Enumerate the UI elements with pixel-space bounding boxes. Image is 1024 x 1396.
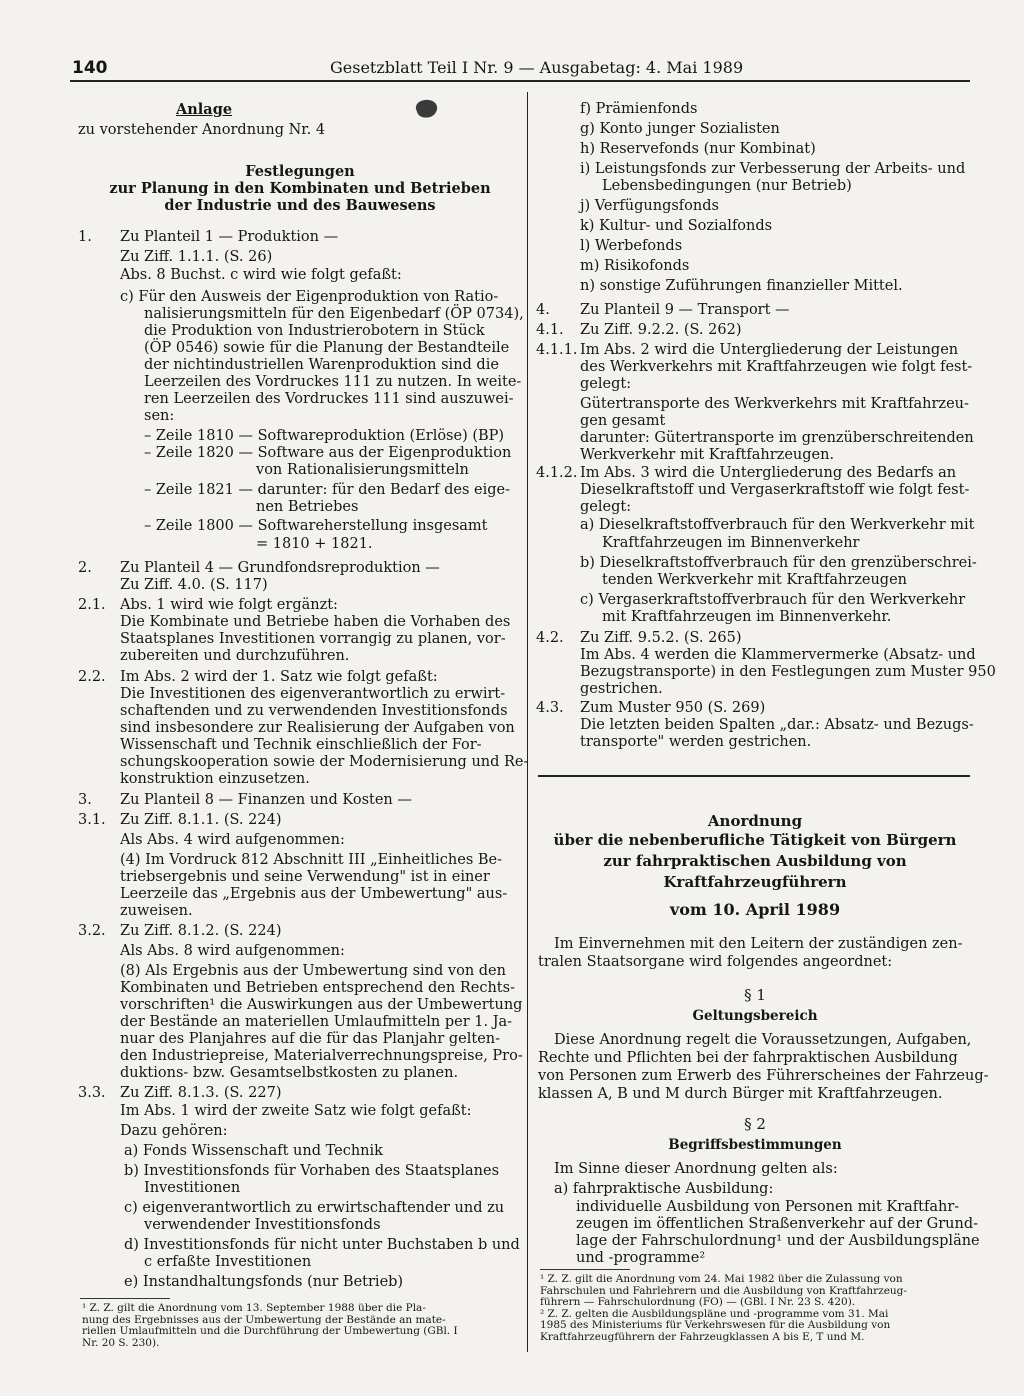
anordnung-title-1: Anordnung	[707, 812, 803, 830]
right-footnote-line: Kraftfahrzeugführern der Fahrzeugklassen A bis E, T und M.	[540, 1331, 865, 1343]
right-text-line: f) Prämienfonds	[580, 101, 698, 117]
right-text-line: j) Verfügungsfonds	[580, 198, 719, 214]
left-text-line: Zu Ziff. 1.1.1. (S. 26)	[120, 249, 273, 265]
right-item-number: 4.2.	[536, 630, 564, 646]
left-text-line: Zu Planteil 4 — Grundfondsreproduktion —	[120, 560, 440, 576]
left-text-line: d) Investitionsfonds für nicht unter Buchstaben b und	[124, 1237, 520, 1253]
section-2-number: § 2	[744, 1115, 766, 1133]
left-text-line: der Bestände an materiellen Umlaufmitteln per 1. Ja-	[120, 1014, 513, 1030]
left-item-number: 2.	[78, 560, 92, 576]
left-text-line: sind insbesondere zur Realisierung der Aufgaben von	[120, 720, 515, 736]
right-text-line: Zu Planteil 9 — Transport —	[580, 302, 790, 318]
right-footnote-line: 1985 des Ministeriums für Verkehrswesen für die Ausbildung von	[540, 1319, 891, 1332]
right-text-line: Kraftfahrzeugen im Binnenverkehr	[602, 535, 860, 551]
left-text-line: nalisierungsmitteln für den Eigenbedarf (ÖP 0734),	[144, 306, 524, 322]
right-footnote-line: ¹ Z. Z. gilt die Anordnung vom 24. Mai 1982 über die Zulassung von	[540, 1273, 903, 1285]
left-text-line: = 1810 + 1821.	[256, 536, 373, 552]
right-text-line: Die letzten beiden Spalten „dar.: Absatz- und Bezugs-	[580, 717, 974, 733]
page-number: 140	[72, 58, 108, 78]
left-text-line: schungskooperation sowie der Modernisierung und Re-	[120, 754, 529, 770]
right-text-line: Bezugstransporte) in den Festlegungen zum Muster 950	[580, 664, 996, 680]
right-text-line: gelegt:	[580, 499, 632, 515]
right-text-line: Werkverkehr mit Kraftfahrzeugen.	[580, 447, 835, 463]
right-item-number: 4.1.2.	[536, 465, 578, 481]
left-text-line: zubereiten und durchzuführen.	[120, 648, 350, 664]
right-text-line: h) Reservefonds (nur Kombinat)	[580, 141, 816, 157]
anordnung-title-4: Kraftfahrzeugführern	[663, 873, 847, 891]
left-text-line: a) Fonds Wissenschaft und Technik	[124, 1143, 383, 1159]
intro-line-1: Im Einvernehmen mit den Leitern der zuständigen zen-	[554, 936, 963, 952]
section-1-line: Diese Anordnung regelt die Voraussetzungen, Aufgaben,	[554, 1032, 972, 1048]
heading-line-2: zur Planung in den Kombinaten und Betrieben	[109, 180, 491, 197]
right-item-number: 4.	[536, 302, 550, 318]
right-text-line: l) Werbefonds	[580, 238, 683, 254]
left-text-line: (4) Im Vordruck 812 Abschnitt III „Einheitliches Be-	[120, 852, 503, 868]
left-text-line: (ÖP 0546) sowie für die Planung der Bestandteile	[144, 340, 510, 356]
right-footnote-line: Fahrschulen und Fahrlehrern und die Ausbildung von Kraftfahrzeug-	[540, 1284, 907, 1297]
left-item-number: 2.1.	[78, 597, 106, 613]
right-item-number: 4.1.	[536, 322, 564, 338]
section-1-line: klassen A, B und M durch Bürger mit Kraftfahrzeugen.	[538, 1086, 943, 1102]
anordnung-title-2: über die nebenberufliche Tätigkeit von Bürgern	[553, 831, 957, 849]
left-footnote-rule	[80, 1298, 170, 1299]
section-2-line: lage der Fahrschulordnung¹ und der Ausbildungspläne	[576, 1233, 980, 1249]
left-text-line: ren Leerzeilen des Vordruckes 111 sind auszuwei-	[144, 391, 514, 407]
right-text-line: Im Abs. 3 wird die Untergliederung des Bedarfs an	[580, 465, 957, 481]
section-1-number: § 1	[744, 986, 766, 1004]
left-text-line: Wissenschaft und Technik einschließlich der For-	[120, 737, 482, 753]
left-text-line: die Produktion von Industrierobotern in Stück	[144, 323, 485, 339]
left-text-line: der nichtindustriellen Warenproduktion sind die	[144, 357, 499, 373]
right-text-line: tenden Werkverkehr mit Kraftfahrzeugen	[602, 572, 907, 588]
section-2-line: individuelle Ausbildung von Personen mit Kraftfahr-	[576, 1199, 960, 1215]
left-text-line: Die Kombinate und Betriebe haben die Vorhaben des	[120, 614, 511, 630]
left-text-line: Dazu gehören:	[120, 1123, 228, 1139]
left-text-line: zuweisen.	[120, 903, 193, 919]
left-text-line: triebsergebnis und seine Verwendung" ist in einer	[120, 869, 490, 885]
left-item-number: 3.2.	[78, 923, 106, 939]
left-text-line: (8) Als Ergebnis aus der Umbewertung sind von den	[120, 963, 506, 979]
right-text-line: k) Kultur- und Sozialfonds	[580, 218, 773, 234]
left-text-line: Als Abs. 4 wird aufgenommen:	[120, 832, 345, 848]
section-2-title: Begriffsbestimmungen	[668, 1137, 842, 1153]
left-text-line: Leerzeilen des Vordruckes 111 zu nutzen. In weite-	[144, 374, 522, 390]
right-text-line: mit Kraftfahrzeugen im Binnenverkehr.	[602, 609, 892, 625]
section-1-title: Geltungsbereich	[692, 1008, 818, 1024]
section-rule	[538, 775, 970, 777]
right-item-number: 4.3.	[536, 700, 564, 716]
right-text-line: Im Abs. 2 wird die Untergliederung der Leistungen	[580, 342, 959, 358]
left-text-line: Zu Ziff. 4.0. (S. 117)	[120, 577, 268, 593]
right-text-line: Im Abs. 4 werden die Klammervermerke (Absatz- und	[580, 647, 976, 663]
left-text-line: von Rationalisierungsmitteln	[256, 462, 469, 478]
left-text-line: Die Investitionen des eigenverantwortlich zu erwirt-	[120, 686, 506, 702]
section-2-line: und -programme²	[576, 1250, 706, 1266]
section-1-line: Rechte und Pflichten bei der fahrpraktischen Ausbildung	[538, 1050, 958, 1066]
left-item-number: 3.	[78, 792, 92, 808]
left-text-line: – Zeile 1810 — Softwareproduktion (Erlöse) (BP)	[144, 428, 505, 444]
left-text-line: vorschriften¹ die Auswirkungen aus der Umbewertung	[120, 997, 523, 1013]
intro-line-2: tralen Staatsorgane wird folgendes angeordnet:	[538, 954, 893, 970]
heading-line-1: Festlegungen	[245, 163, 355, 180]
page-header-title: Gesetzblatt Teil I Nr. 9 — Ausgabetag: 4. Mai 1989	[330, 58, 744, 77]
left-text-line: nuar des Planjahres auf die für das Planjahr gelten-	[120, 1031, 501, 1047]
left-text-line: Zu Planteil 8 — Finanzen und Kosten —	[120, 792, 412, 808]
right-text-line: darunter: Gütertransporte im grenzüberschreitenden	[580, 430, 974, 446]
right-text-line: transporte" werden gestrichen.	[580, 734, 812, 750]
left-text-line: c) eigenverantwortlich zu erwirtschaftender und zu	[124, 1200, 505, 1216]
left-text-line: nen Betriebes	[256, 499, 359, 515]
section-2-line: Im Sinne dieser Anordnung gelten als:	[554, 1161, 838, 1177]
right-text-line: gen gesamt	[580, 413, 666, 429]
heading-line-3: der Industrie und des Bauwesens	[164, 197, 436, 214]
right-text-line: i) Leistungsfonds zur Verbesserung der Arbeits- und	[580, 161, 966, 177]
right-text-line: c) Vergaserkraftstoffverbrauch für den Werkverkehr	[580, 592, 966, 608]
section-1-line: von Personen zum Erwerb des Führerscheines der Fahrzeug-	[538, 1068, 989, 1084]
left-footnote-line: nung des Ergebnisses aus der Umbewertung der Bestände an mate-	[82, 1313, 446, 1326]
left-text-line: e) Instandhaltungsfonds (nur Betrieb)	[124, 1274, 404, 1290]
left-footnote-line: riellen Umlaufmitteln und die Durchführung der Umbewertung (GBl. I	[82, 1325, 458, 1337]
left-text-line: c) Für den Ausweis der Eigenproduktion von Ratio-	[120, 289, 499, 305]
right-footnote-rule	[540, 1269, 630, 1270]
left-text-line: – Zeile 1800 — Softwareherstellung insgesamt	[144, 518, 488, 534]
left-text-line: Zu Ziff. 8.1.3. (S. 227)	[120, 1085, 282, 1101]
right-text-line: Dieselkraftstoff und Vergaserkraftstoff wie folgt fest-	[580, 482, 970, 498]
ink-blot-mark	[412, 98, 440, 120]
right-text-line: m) Risikofonds	[580, 258, 690, 274]
left-text-line: schaftenden und zu verwendenden Investitionsfonds	[120, 703, 508, 719]
right-text-line: gestrichen.	[580, 681, 663, 697]
left-text-line: Zu Ziff. 8.1.1. (S. 224)	[120, 812, 282, 828]
column-divider	[527, 92, 528, 1352]
anordnung-date: vom 10. April 1989	[669, 900, 841, 919]
left-text-line: b) Investitionsfonds für Vorhaben des Staatsplanes	[124, 1163, 500, 1179]
left-item-number: 2.2.	[78, 669, 106, 685]
left-text-line: konstruktion einzusetzen.	[120, 771, 310, 787]
right-text-line: gelegt:	[580, 376, 632, 392]
anlage-subtitle: zu vorstehender Anordnung Nr. 4	[78, 122, 326, 138]
left-text-line: – Zeile 1820 — Software aus der Eigenproduktion	[144, 445, 512, 461]
left-footnote-line: Nr. 20 S. 230).	[82, 1336, 160, 1349]
left-text-line: Zu Ziff. 8.1.2. (S. 224)	[120, 923, 282, 939]
left-text-line: verwendender Investitionsfonds	[144, 1217, 381, 1233]
left-text-line: c erfaßte Investitionen	[144, 1254, 312, 1270]
left-footnote-line: ¹ Z. Z. gilt die Anordnung vom 13. September 1988 über die Pla-	[82, 1302, 426, 1314]
left-text-line: Zu Planteil 1 — Produktion —	[120, 229, 339, 245]
right-text-line: Zu Ziff. 9.5.2. (S. 265)	[580, 630, 742, 646]
left-text-line: sen:	[144, 408, 175, 424]
right-item-number: 4.1.1.	[536, 342, 578, 358]
left-item-number: 3.3.	[78, 1085, 106, 1101]
section-2-line: zeugen im öffentlichen Straßenverkehr auf der Grund-	[576, 1216, 979, 1232]
header-rule	[70, 80, 970, 82]
right-text-line: Zum Muster 950 (S. 269)	[580, 700, 766, 716]
right-text-line: b) Dieselkraftstoffverbrauch für den grenzüberschrei-	[580, 555, 977, 571]
right-text-line: Zu Ziff. 9.2.2. (S. 262)	[580, 322, 742, 338]
left-text-line: Leerzeile das „Ergebnis aus der Umbewertung" aus-	[120, 886, 508, 902]
left-text-line: Kombinaten und Betrieben entsprechend den Rechts-	[120, 980, 515, 996]
left-text-line: duktions- bzw. Gesamtselbstkosten zu planen.	[120, 1065, 459, 1081]
right-text-line: n) sonstige Zuführungen finanzieller Mittel.	[580, 278, 903, 294]
left-text-line: – Zeile 1821 — darunter: für den Bedarf des eige-	[144, 482, 510, 498]
right-footnote-line: führern — Fahrschulordnung (FO) — (GBl. I Nr. 23 S. 420).	[540, 1296, 856, 1309]
anordnung-title-3: zur fahrpraktischen Ausbildung von	[603, 852, 907, 870]
left-item-number: 1.	[78, 229, 92, 245]
right-text-line: des Werkverkehrs mit Kraftfahrzeugen wie folgt fest-	[580, 359, 973, 375]
left-text-line: Im Abs. 2 wird der 1. Satz wie folgt gefaßt:	[120, 669, 438, 685]
left-text-line: Als Abs. 8 wird aufgenommen:	[120, 943, 345, 959]
left-text-line: Abs. 8 Buchst. c wird wie folgt gefaßt:	[120, 267, 402, 283]
left-text-line: Staatsplanes Investitionen vorrangig zu planen, vor-	[120, 631, 506, 647]
left-item-number: 3.1.	[78, 812, 106, 828]
section-2-line: a) fahrpraktische Ausbildung:	[554, 1181, 774, 1197]
right-text-line: Lebensbedingungen (nur Betrieb)	[602, 178, 852, 194]
anlage-title: Anlage	[176, 101, 233, 118]
right-footnote-line: ² Z. Z. gelten die Ausbildungspläne und -programme vom 31. Mai	[540, 1307, 889, 1320]
right-text-line: Gütertransporte des Werkverkehrs mit Kraftfahrzeu-	[580, 396, 969, 412]
left-text-line: Im Abs. 1 wird der zweite Satz wie folgt gefaßt:	[120, 1103, 472, 1119]
left-text-line: den Industriepreise, Materialverrechnungspreise, Pro-	[120, 1048, 523, 1064]
left-text-line: Investitionen	[144, 1180, 241, 1196]
right-text-line: g) Konto junger Sozialisten	[580, 121, 780, 137]
right-text-line: a) Dieselkraftstoffverbrauch für den Werkverkehr mit	[580, 517, 975, 533]
left-text-line: Abs. 1 wird wie folgt ergänzt:	[120, 597, 338, 613]
